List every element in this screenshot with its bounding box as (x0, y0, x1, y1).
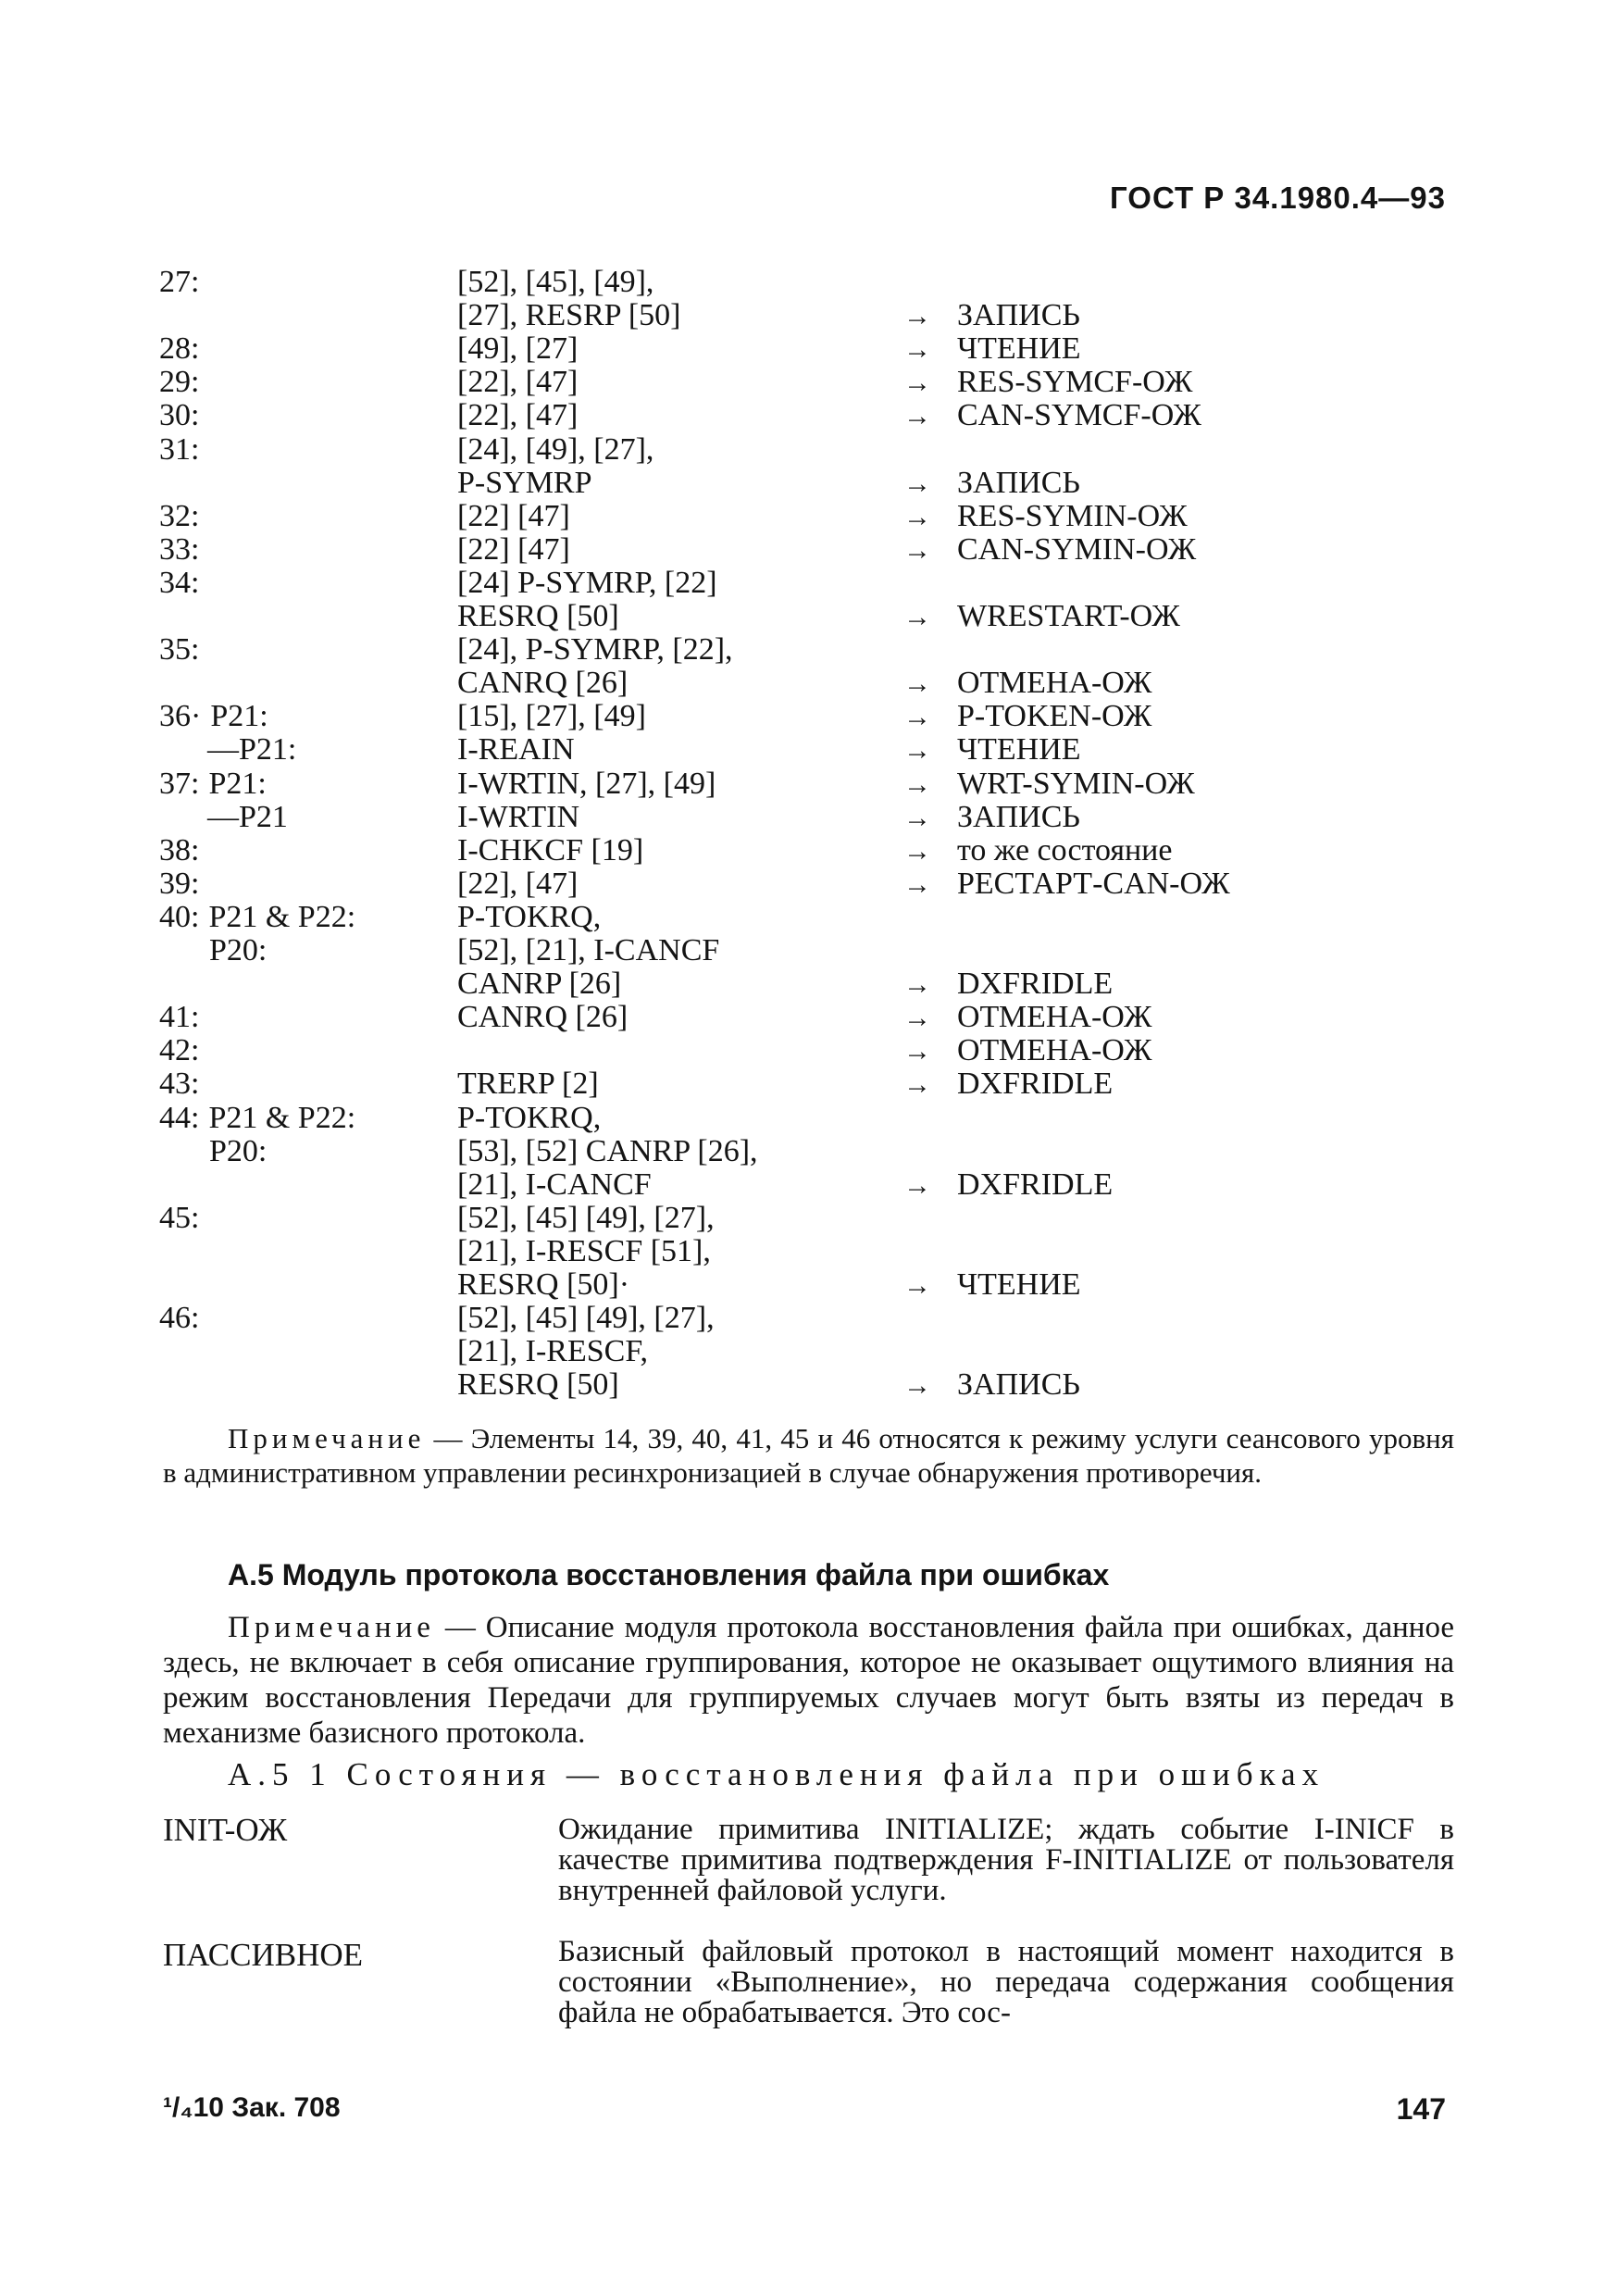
row-result (903, 1335, 957, 1368)
row-actions: [52], [21], I-CANCF (457, 933, 720, 967)
row-condition (199, 499, 208, 533)
definition-text-passive: Базисный файловый протокол в настоящий момент находится в состоянии «Выполнение», но передача содержания сообщения файла не обрабатывается. Это сос- (558, 1935, 1454, 2029)
arrow-right-icon: → (903, 468, 931, 499)
row-next-state: WRT-SYMIN-ОЖ (957, 766, 1195, 801)
row-actions: RESRQ [50]· (457, 1267, 630, 1302)
row-actions: [15], [27], [49] (457, 699, 646, 734)
table-row (0, 467, 1618, 500)
row-next-state: то же состояние (957, 832, 1173, 867)
table-row (0, 366, 1618, 399)
table-row (0, 1302, 1618, 1335)
arrow-right-icon: → (903, 969, 931, 1001)
row-number-condition (159, 1302, 208, 1335)
row-number-condition (159, 901, 355, 934)
row-number: 46: (159, 1301, 200, 1336)
row-actions: [52], [45] [49], [27], (457, 1301, 715, 1336)
row-actions: P-SYMRP (457, 465, 592, 500)
row-condition (199, 1000, 208, 1034)
row-number-condition (159, 1001, 208, 1034)
row-next-state: RES-SYMCF-ОЖ (957, 365, 1193, 400)
row-number-condition (159, 1102, 355, 1135)
row-number: 45: (159, 1200, 200, 1235)
row-condition: —P21 (207, 799, 288, 834)
arrow-right-icon: → (903, 802, 931, 833)
row-result (903, 767, 1195, 802)
row-actions: [52], [45] [49], [27], (457, 1200, 715, 1235)
row-actions: [24] P-SYMRP, [22] (457, 565, 717, 600)
row-condition (199, 331, 208, 366)
row-number-condition (159, 1268, 209, 1302)
subsection-heading-a51: А.5 1 Состояния — восстановления файла при ошибках (228, 1756, 1326, 1792)
row-number: 39: (159, 866, 200, 901)
row-result (903, 700, 1151, 734)
note-2-text: — Описание модуля протокола восстановления файла при ошибках, данное здесь, не включает в себя описание группирования, которое не оказывает ощутимого влияния на режим восстановления Передачи для группируемых случаев могут быть взяты из передач в механизме базисного протокола. (163, 1611, 1454, 1750)
row-actions: [22], [47] (457, 365, 579, 400)
row-next-state: ЧТЕНИЕ (957, 1267, 1081, 1302)
row-number: 42: (159, 1033, 200, 1068)
table-row (0, 1168, 1618, 1202)
arrow-right-icon: → (903, 334, 931, 366)
row-result (903, 901, 957, 934)
row-condition: —P21: (207, 732, 297, 767)
row-number-condition (159, 299, 209, 332)
row-number: 29: (159, 365, 200, 400)
row-condition (159, 1367, 209, 1402)
row-number: 28: (159, 331, 200, 367)
row-next-state: ЗАПИСЬ (957, 1367, 1080, 1403)
table-row (0, 733, 1618, 767)
table-row (0, 867, 1618, 901)
row-next-state: ОТМЕНА-ОЖ (957, 1033, 1152, 1068)
row-number-condition (159, 366, 208, 399)
row-condition (159, 967, 209, 1001)
row-condition (199, 833, 208, 867)
row-number-condition (159, 1067, 208, 1101)
row-actions: [22] [47] (457, 498, 570, 533)
row-result (903, 801, 1080, 835)
arrow-right-icon: → (903, 301, 931, 332)
row-result (903, 1168, 1113, 1203)
arrow-right-icon: → (903, 702, 931, 733)
row-number: 43: (159, 1067, 200, 1102)
row-result (903, 433, 957, 467)
table-row (0, 633, 1618, 667)
row-number: 37: (159, 766, 200, 801)
row-actions: TRERP [2] (457, 1067, 599, 1102)
arrow-right-icon: → (903, 401, 931, 432)
row-number: 38: (159, 832, 200, 867)
row-result (903, 1302, 957, 1335)
row-number: 34: (159, 565, 200, 600)
arrow-right-icon: → (903, 1169, 931, 1201)
arrow-right-icon: → (903, 835, 931, 867)
definition-term-passive: ПАССИВНОЕ (163, 1937, 364, 1973)
table-row (0, 433, 1618, 467)
row-result (903, 1102, 957, 1135)
row-result (903, 1235, 957, 1268)
row-next-state: РЕСТАРТ-CAN-ОЖ (957, 866, 1230, 901)
row-actions: I-WRTIN, [27], [49] (457, 766, 716, 801)
row-number: 40: (159, 899, 200, 934)
table-row (0, 1235, 1618, 1268)
table-row (0, 1102, 1618, 1135)
table-row (0, 567, 1618, 600)
arrow-right-icon: → (903, 868, 931, 900)
row-actions: [21], I-RESCF, (457, 1334, 649, 1369)
note-paragraph-1 (163, 1421, 1454, 1490)
row-number-condition (159, 1202, 208, 1235)
row-result (903, 934, 957, 967)
row-result (903, 1368, 1080, 1403)
row-condition: P21: (210, 699, 268, 734)
row-actions: CANRQ [26] (457, 1000, 629, 1035)
row-number-condition (159, 1235, 209, 1268)
row-number: 33: (159, 531, 200, 567)
row-next-state: ЧТЕНИЕ (957, 331, 1081, 367)
row-actions: [21], I-CANCF (457, 1167, 652, 1202)
row-number: 27: (159, 265, 200, 299)
row-actions: [27], RESRP [50] (457, 298, 681, 333)
row-condition (199, 1301, 208, 1335)
row-number-condition (159, 467, 209, 500)
row-result (903, 467, 1080, 501)
row-result (903, 332, 1081, 367)
table-row (0, 1202, 1618, 1235)
table-row (0, 767, 1618, 801)
table-row (0, 533, 1618, 567)
row-number: 44: (159, 1100, 200, 1135)
row-actions: CANRQ [26] (457, 666, 629, 701)
row-condition: P21 & P22: (208, 899, 356, 934)
arrow-right-icon: → (903, 1270, 931, 1301)
table-row (0, 1368, 1618, 1402)
table-row (0, 266, 1618, 299)
row-actions: CANRP [26] (457, 967, 622, 1002)
table-row (0, 700, 1618, 733)
row-number-condition (159, 1135, 267, 1168)
row-number-condition (159, 1034, 208, 1067)
row-number-condition (159, 633, 208, 667)
table-row (0, 399, 1618, 432)
row-result (903, 600, 1180, 634)
row-result (903, 1135, 957, 1168)
row-number-condition (159, 967, 209, 1001)
arrow-right-icon: → (903, 1036, 931, 1067)
row-condition (199, 265, 208, 299)
note-2-lead: Примечание (228, 1611, 435, 1644)
table-row (0, 801, 1618, 834)
row-condition (199, 432, 208, 467)
row-condition (199, 632, 208, 667)
row-number-condition (159, 433, 208, 467)
row-number: 31: (159, 431, 200, 467)
row-condition (159, 1167, 209, 1202)
row-condition (199, 532, 208, 567)
table-row (0, 834, 1618, 867)
row-number-condition (159, 934, 267, 967)
row-condition (199, 398, 208, 432)
row-number-condition (159, 834, 208, 867)
row-actions: [53], [52] CANRP [26], (457, 1133, 758, 1168)
row-next-state: ЗАПИСЬ (957, 298, 1080, 333)
arrow-right-icon: → (903, 501, 931, 532)
row-condition (159, 1234, 209, 1268)
row-number: 41: (159, 1000, 200, 1035)
table-row (0, 901, 1618, 934)
table-row (0, 967, 1618, 1001)
row-number: 36· (159, 699, 202, 734)
row-actions: I-WRTIN (457, 799, 580, 834)
arrow-right-icon: → (903, 1370, 931, 1402)
arrow-right-icon: → (903, 768, 931, 800)
note-1-lead: Примечание (228, 1422, 426, 1454)
row-number-condition (159, 600, 209, 633)
row-number: 35: (159, 632, 200, 668)
row-actions: I-REAIN (457, 732, 575, 767)
page-header-title: ГОСТ Р 34.1980.4—93 (1110, 181, 1446, 215)
row-next-state: WRESTART-ОЖ (957, 599, 1180, 633)
note-paragraph-2 (163, 1610, 1454, 1751)
row-condition: P20: (209, 933, 268, 967)
row-number-condition (159, 667, 209, 700)
table-row (0, 1135, 1618, 1168)
table-row (0, 1335, 1618, 1368)
row-actions: [24], [49], [27], (457, 431, 654, 467)
row-condition (159, 466, 209, 500)
row-number-condition (159, 801, 288, 834)
row-next-state: ЗАПИСЬ (957, 799, 1080, 834)
section-heading-a5: А.5 Модуль протокола восстановления файла при ошибках (228, 1558, 1110, 1591)
arrow-right-icon: → (903, 1003, 931, 1034)
row-condition (199, 566, 208, 600)
row-condition (159, 298, 209, 332)
definition-term-init: INIT-ОЖ (163, 1812, 288, 1848)
arrow-right-icon: → (903, 668, 931, 700)
table-row (0, 667, 1618, 700)
arrow-right-icon: → (903, 735, 931, 767)
row-actions: [22] [47] (457, 531, 570, 567)
row-number-condition (159, 567, 208, 600)
row-result (903, 834, 1172, 868)
row-next-state: ЗАПИСЬ (957, 465, 1080, 500)
row-actions: [21], I-RESCF [51], (457, 1233, 711, 1268)
row-next-state: CAN-SYMCF-ОЖ (957, 398, 1201, 433)
row-number-condition (159, 867, 208, 901)
table-row (0, 1268, 1618, 1302)
table-row (0, 332, 1618, 366)
row-result (903, 867, 1230, 902)
row-next-state: RES-SYMIN-ОЖ (957, 498, 1188, 533)
row-actions: [22], [47] (457, 398, 579, 433)
row-next-state: DXFRIDLE (957, 1067, 1114, 1102)
row-result (903, 633, 957, 667)
row-next-state: P-TOKEN-ОЖ (957, 699, 1152, 734)
row-actions: RESRQ [50] (457, 599, 619, 633)
arrow-right-icon: → (903, 1069, 931, 1101)
row-result (903, 533, 1196, 568)
footer-order-number: ¹/₄10 Зак. 708 (163, 2092, 341, 2123)
row-actions: [22], [47] (457, 866, 579, 901)
table-row (0, 600, 1618, 633)
row-next-state: CAN-SYMIN-ОЖ (957, 531, 1197, 567)
row-number-condition (159, 533, 208, 567)
row-number-condition (159, 700, 268, 733)
row-condition: P21: (208, 766, 267, 801)
footer-page-number: 147 (1396, 2092, 1446, 2126)
row-result (903, 1001, 1151, 1035)
table-row (0, 1001, 1618, 1034)
table-row (0, 500, 1618, 533)
table-row (0, 934, 1618, 967)
row-condition (199, 1201, 208, 1235)
arrow-right-icon: → (903, 534, 931, 566)
row-condition: P21 & P22: (208, 1100, 356, 1135)
row-actions: [24], P-SYMRP, [22], (457, 632, 733, 668)
arrow-right-icon: → (903, 602, 931, 632)
row-number-condition (159, 500, 208, 533)
row-number-condition (159, 1368, 209, 1402)
row-actions: P-TOKRQ, (457, 899, 602, 934)
table-row (0, 1034, 1618, 1067)
row-condition: P20: (209, 1133, 268, 1168)
table-row (0, 1067, 1618, 1101)
row-result (903, 366, 1192, 400)
row-condition (159, 666, 209, 700)
row-actions: I-CHKCF [19] (457, 832, 644, 867)
arrow-right-icon: → (903, 368, 931, 399)
row-actions: [52], [45], [49], (457, 265, 654, 299)
row-condition (199, 1067, 208, 1101)
row-result (903, 1034, 1151, 1068)
row-condition (159, 1267, 209, 1302)
row-result (903, 967, 1113, 1002)
note-1-text: — Элементы 14, 39, 40, 41, 45 и 46 относятся к режиму услуги сеансового уровня в административном управлении ресинхронизацией в случае обнаружения противоречия. (163, 1422, 1454, 1489)
row-number-condition (159, 399, 208, 432)
row-next-state: DXFRIDLE (957, 967, 1114, 1002)
row-next-state: DXFRIDLE (957, 1167, 1114, 1202)
row-number-condition (159, 266, 208, 299)
row-result (903, 1202, 957, 1235)
row-result (903, 1268, 1081, 1303)
row-result (903, 299, 1080, 333)
row-condition (199, 867, 208, 901)
row-result (903, 567, 957, 600)
row-number-condition (159, 1168, 209, 1202)
row-number-condition (159, 733, 296, 767)
row-result (903, 399, 1201, 433)
row-result (903, 667, 1151, 701)
row-number: 32: (159, 498, 200, 533)
row-next-state: ОТМЕНА-ОЖ (957, 666, 1152, 701)
row-condition (199, 365, 208, 399)
row-number-condition (159, 332, 208, 366)
row-actions: P-TOKRQ, (457, 1100, 602, 1135)
row-result (903, 266, 957, 299)
row-number: 30: (159, 398, 200, 433)
row-next-state: ЧТЕНИЕ (957, 732, 1081, 767)
row-number-condition (159, 767, 267, 801)
definition-text-init: Ожидание примитива INITIALIZE; ждать событие I-INICF в качестве примитива подтверждения F-INITIALIZE от пользователя внутренней файловой услуги. (558, 1813, 1454, 1907)
row-condition (159, 599, 209, 633)
row-condition (159, 1334, 209, 1368)
row-result (903, 500, 1188, 534)
row-condition (199, 1033, 208, 1067)
row-result (903, 733, 1081, 767)
row-number-condition (159, 1335, 209, 1368)
table-row (0, 299, 1618, 332)
row-next-state: ОТМЕНА-ОЖ (957, 1000, 1152, 1035)
row-result (903, 1067, 1113, 1102)
row-actions: RESRQ [50] (457, 1367, 619, 1403)
row-actions: [49], [27] (457, 331, 579, 367)
